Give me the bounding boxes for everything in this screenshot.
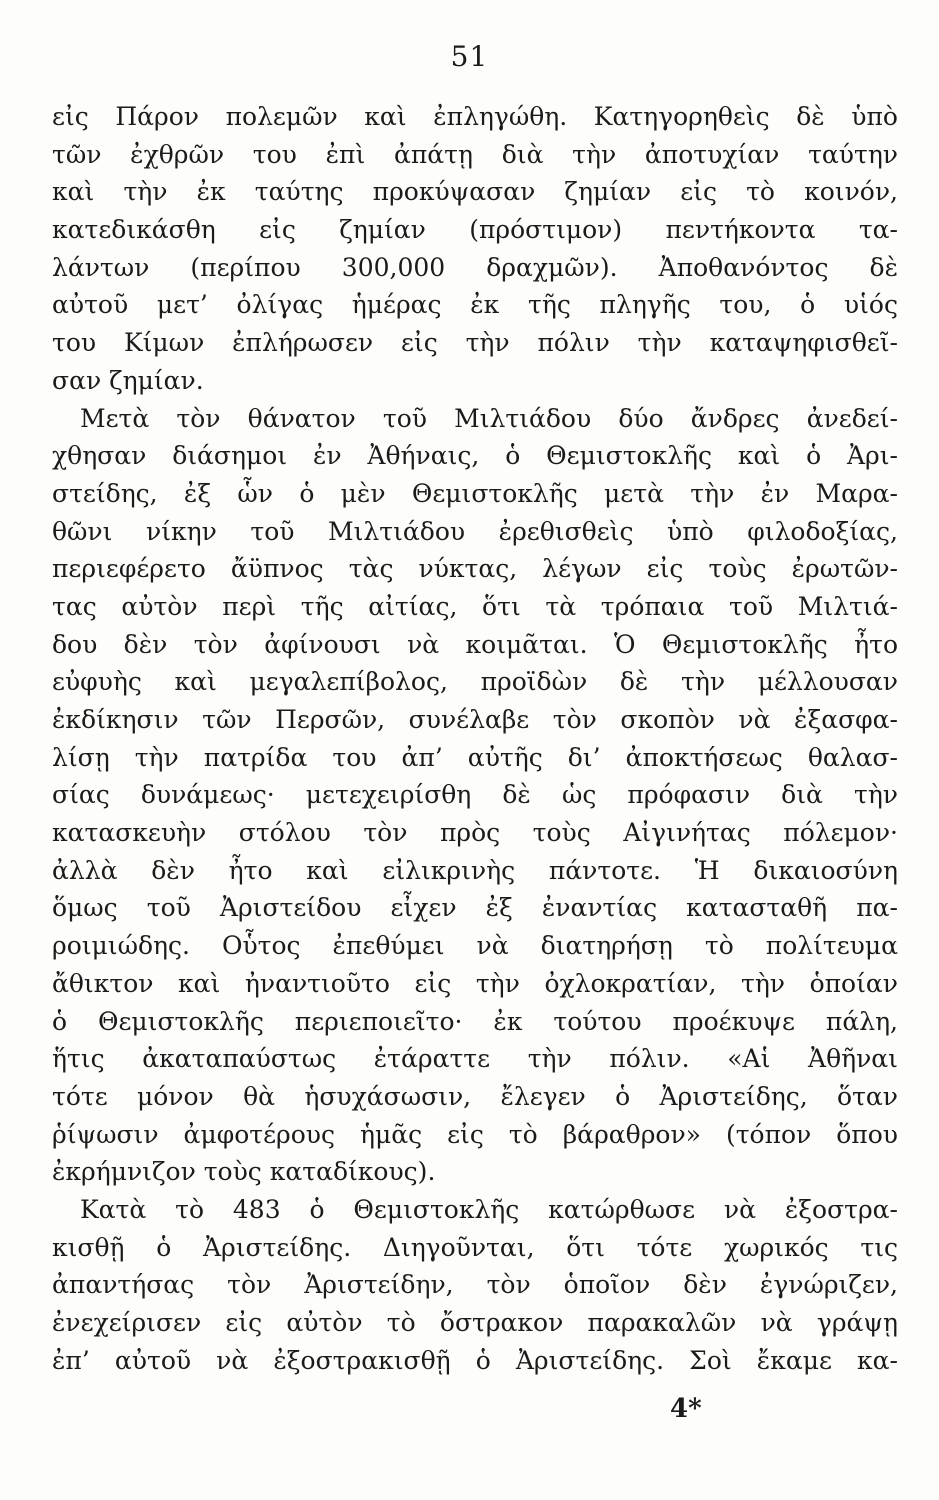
text-line: Κατὰ τὸ 483 ὁ Θεμιστοκλῆς κατώρθωσε νὰ ἐξοστρα- [80, 1194, 898, 1224]
page-number: 51 [450, 40, 489, 73]
text-line: ἐκρήμνιζον τοὺς καταδίκους). [52, 1157, 436, 1187]
text-line: ἀπαντήσας τὸν Ἀριστείδην, τὸν ὁποῖον δὲν ἐγνώριζεν, [52, 1270, 898, 1300]
text-line: ὁ Θεμιστοκλῆς περιεποιεῖτο· ἐκ τούτου προέκυψε πάλη, [52, 1006, 898, 1036]
text-line: ἐπ’ αὐτοῦ νὰ ἐξοστρακισθῇ ὁ Ἀριστείδης. Σοὶ ἔκαμε κα- [52, 1345, 898, 1375]
text-line: τῶν ἐχθρῶν του ἐπὶ ἀπάτῃ διὰ τὴν ἀποτυχίαν ταύτην [52, 139, 898, 169]
text-line: ἄθικτον καὶ ἠναντιοῦτο εἰς τὴν ὀχλοκρατίαν, τὴν ὁποίαν [52, 968, 898, 998]
signature-mark: 4* [670, 1394, 702, 1424]
text-line: χθησαν διάσημοι ἐν Ἀθήναις, ὁ Θεμιστοκλῆς καὶ ὁ Ἀρι- [52, 441, 898, 471]
text-line: εἰς Πάρον πολεμῶν καὶ ἐπληγώθη. Κατηγορηθεὶς δὲ ὑπὸ [52, 102, 898, 131]
text-line: λίσῃ τὴν πατρίδα του ἀπ’ αὐτῆς δι’ ἀποκτήσεως θαλασ- [52, 742, 898, 772]
text-line: ῥίψωσιν ἀμφοτέρους ἡμᾶς εἰς τὸ βάραθρον» (τόπον ὅπου [52, 1119, 898, 1149]
text-line: τας αὐτὸν περὶ τῆς αἰτίας, ὅτι τὰ τρόπαια τοῦ Μιλτιά- [52, 591, 898, 621]
text-line: κισθῇ ὁ Ἀριστείδης. Διηγοῦνται, ὅτι τότε χωρικός τις [52, 1232, 898, 1262]
text-line: περιεφέρετο ἄϋπνος τὰς νύκτας, λέγων εἰς τοὺς ἐρωτῶν- [52, 554, 898, 584]
text-line: ροιμιώδης. Οὗτος ἐπεθύμει νὰ διατηρήσῃ τὸ πολίτευμα [52, 931, 898, 961]
text-line: τότε μόνον θὰ ἡσυχάσωσιν, ἔλεγεν ὁ Ἀριστείδης, ὅταν [52, 1081, 898, 1111]
text-line: δου δὲν τὸν ἀφίνουσι νὰ κοιμᾶται. Ὁ Θεμιστοκλῆς ἦτο [52, 629, 898, 659]
text-line: ἥτις ἀκαταπαύστως ἐτάραττε τὴν πόλιν. «Αἱ Ἀθῆναι [52, 1044, 898, 1074]
text-line: κατασκευὴν στόλου τὸν πρὸς τοὺς Αἰγινήτας πόλεμον· [52, 818, 898, 848]
text-line: ἀλλὰ δὲν ἦτο καὶ εἰλικρινὴς πάντοτε. Ἡ δικαιοσύνη [52, 855, 898, 885]
text-line: Μετὰ τὸν θάνατον τοῦ Μιλτιάδου δύο ἄνδρες ἀνεδεί- [80, 403, 898, 433]
text-line: σαν ζημίαν. [52, 365, 204, 395]
text-line: αὐτοῦ μετ’ ὀλίγας ἡμέρας ἐκ τῆς πληγῆς του, ὁ υἱός [52, 290, 898, 320]
text-line: λάντων (περίπου 300,000 δραχμῶν). Ἀποθανόντος δὲ [52, 252, 898, 282]
text-line: σίας δυνάμεως· μετεχειρίσθη δὲ ὡς πρόφασιν διὰ τὴν [52, 780, 898, 810]
text-line: ἐκδίκησιν τῶν Περσῶν, συνέλαβε τὸν σκοπὸν νὰ ἐξασφα- [52, 705, 898, 734]
body-text [52, 98, 898, 1379]
text-line: στείδης, ἐξ ὧν ὁ μὲν Θεμιστοκλῆς μετὰ τὴν ἐν Μαρα- [52, 478, 898, 508]
text-line: καὶ τὴν ἐκ ταύτης προκύψασαν ζημίαν εἰς τὸ κοινόν, [52, 177, 898, 207]
text-line: ἐνεχείρισεν εἰς αὐτὸν τὸ ὄστρακον παρακαλῶν νὰ γράψῃ [52, 1308, 898, 1337]
text-line: του Κίμων ἐπλήρωσεν εἰς τὴν πόλιν τὴν καταψηφισθεῖ- [52, 328, 898, 358]
text-line: εὐφυὴς καὶ μεγαλεπίβολος, προϊδὼν δὲ τὴν μέλλουσαν [52, 667, 898, 697]
text-line: κατεδικάσθη εἰς ζημίαν (πρόστιμον) πεντήκοντα τα- [52, 215, 898, 245]
text-line: ὅμως τοῦ Ἀριστείδου εἶχεν ἐξ ἐναντίας κατασταθῆ πα- [52, 893, 898, 923]
text-line: θῶνι νίκην τοῦ Μιλτιάδου ἐρεθισθεὶς ὑπὸ φιλοδοξίας, [52, 516, 898, 546]
